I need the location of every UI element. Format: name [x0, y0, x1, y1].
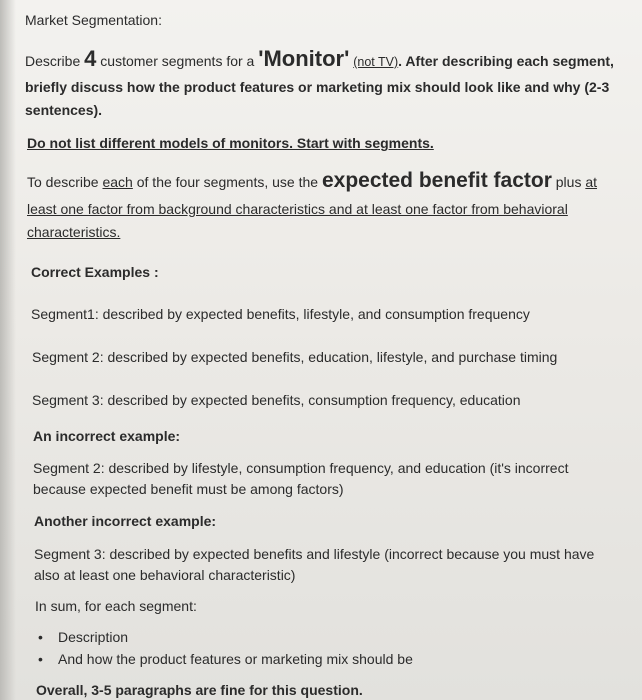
list-item: • And how the product features or marketing mix should be — [34, 648, 413, 670]
summary-heading: In sum, for each segment: — [35, 598, 197, 614]
instruction-line-3: sentences). — [25, 102, 103, 118]
rule-each: each — [102, 174, 133, 190]
correct-example: Segment 2: described by expected benefits, education, lifestyle, and purchase timing — [32, 349, 558, 365]
another-example-line-2: also at least one behavioral characteristic) — [34, 567, 296, 583]
heading: Market Segmentation: — [25, 12, 162, 28]
product-name: 'Monitor' — [258, 46, 350, 71]
segment-count: 4 — [84, 46, 97, 71]
warning-note: Do not list different models of monitors. Start with segments. — [27, 135, 434, 151]
instruction-text: Describe — [25, 53, 81, 69]
rule-text: To describe — [27, 174, 99, 190]
correct-example: Segment1: described by expected benefits, lifestyle, and consumption frequency — [31, 306, 530, 322]
not-tv-note: (not TV) — [353, 55, 399, 69]
correct-example: Segment 3: described by expected benefits, consumption frequency, education — [32, 392, 521, 408]
instruction-bold-text: . After describing each segment, — [398, 53, 614, 69]
expected-benefit-factor: expected benefit factor — [321, 169, 552, 192]
correct-examples-heading: Correct Examples : — [31, 264, 159, 280]
rule-text: of the four segments, use the — [136, 174, 319, 190]
summary-list — [34, 626, 413, 670]
another-incorrect-heading: Another incorrect example: — [34, 513, 217, 529]
rule-line-2: least one factor from background characteristics and at least one factor from behavioral — [27, 201, 568, 217]
incorrect-example-line-2: because expected benefit must be among factors) — [33, 481, 344, 497]
closing-note: Overall, 3-5 paragraphs are fine for this question. — [36, 682, 363, 698]
incorrect-example-line-1: Segment 2: described by lifestyle, consumption frequency, and education (it's incorrect — [33, 460, 569, 476]
rule-text: plus — [555, 174, 582, 190]
rule-at: at — [585, 174, 598, 190]
instruction-line-1 — [25, 48, 614, 73]
instruction-text: customer segments for a — [100, 53, 255, 69]
instruction-line-2: briefly discuss how the product features or marketing mix should look like and why (2-3 — [25, 79, 610, 95]
another-example-line-1: Segment 3: described by expected benefits and lifestyle (incorrect because you must have — [34, 546, 595, 562]
rule-line-3: characteristics. — [27, 224, 121, 240]
list-item: • Description — [34, 626, 413, 648]
incorrect-example-heading: An incorrect example: — [33, 428, 181, 444]
rule-line-1 — [27, 170, 597, 193]
